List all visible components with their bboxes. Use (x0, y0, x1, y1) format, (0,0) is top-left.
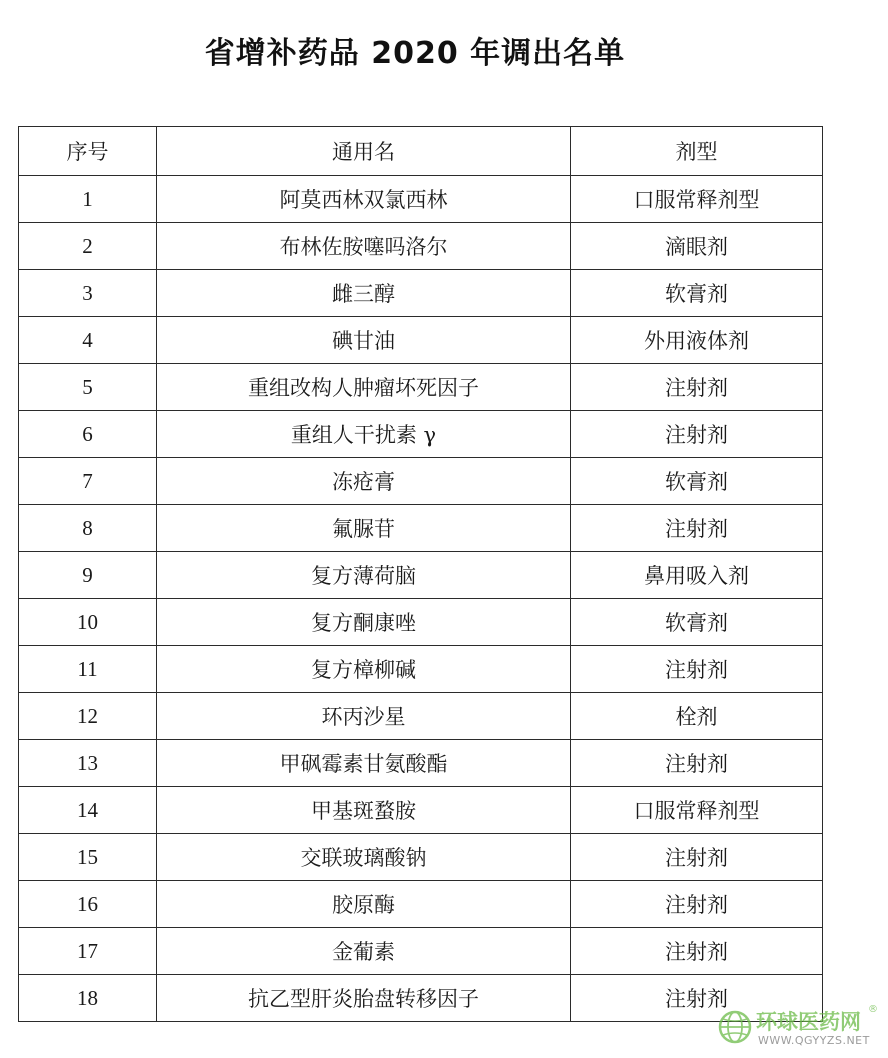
row-generic-name: 布林佐胺噻吗洛尔 (157, 223, 571, 270)
watermark (718, 1004, 882, 1054)
table-row (19, 834, 823, 881)
row-generic-name: 复方樟柳碱 (157, 646, 571, 693)
row-number: 16 (19, 881, 157, 928)
row-generic-name: 重组改构人肿瘤坏死因子 (157, 364, 571, 411)
row-generic-name: 金葡素 (157, 928, 571, 975)
table-row (19, 599, 823, 646)
watermark-url: WWW.QGYYZS.NET (758, 1034, 870, 1047)
table-row (19, 317, 823, 364)
row-generic-name: 重组人干扰素 γ (157, 411, 571, 458)
row-number: 12 (19, 693, 157, 740)
row-dosage-form: 软膏剂 (571, 599, 823, 646)
row-dosage-form: 注射剂 (571, 834, 823, 881)
watermark-brand: 环球医药网 (756, 1010, 861, 1034)
drug-list-table (18, 126, 823, 1022)
table-row (19, 552, 823, 599)
row-generic-name: 胶原酶 (157, 881, 571, 928)
table-row (19, 881, 823, 928)
row-generic-name: 碘甘油 (157, 317, 571, 364)
row-number: 6 (19, 411, 157, 458)
row-dosage-form: 外用液体剂 (571, 317, 823, 364)
row-number: 14 (19, 787, 157, 834)
globe-logo-icon (718, 1010, 752, 1044)
header-dosage-form: 剂型 (571, 127, 823, 176)
row-number: 8 (19, 505, 157, 552)
table-row (19, 411, 823, 458)
row-number: 15 (19, 834, 157, 881)
row-number: 3 (19, 270, 157, 317)
row-dosage-form: 栓剂 (571, 693, 823, 740)
row-dosage-form: 注射剂 (571, 364, 823, 411)
row-number: 17 (19, 928, 157, 975)
row-dosage-form: 注射剂 (571, 505, 823, 552)
row-dosage-form: 鼻用吸入剂 (571, 552, 823, 599)
row-generic-name: 复方酮康唑 (157, 599, 571, 646)
row-number: 13 (19, 740, 157, 787)
table-row (19, 223, 823, 270)
row-dosage-form: 滴眼剂 (571, 223, 823, 270)
row-dosage-form: 注射剂 (571, 975, 823, 1022)
row-dosage-form: 注射剂 (571, 411, 823, 458)
table-header-row (19, 127, 823, 176)
table-row (19, 270, 823, 317)
row-dosage-form: 软膏剂 (571, 458, 823, 505)
row-number: 10 (19, 599, 157, 646)
row-generic-name: 交联玻璃酸钠 (157, 834, 571, 881)
row-number: 5 (19, 364, 157, 411)
row-generic-name: 甲砜霉素甘氨酸酯 (157, 740, 571, 787)
row-dosage-form: 注射剂 (571, 740, 823, 787)
row-number: 1 (19, 176, 157, 223)
row-number: 11 (19, 646, 157, 693)
table-row (19, 364, 823, 411)
document-title: 省增补药品 2020 年调出名单 (204, 36, 626, 71)
row-generic-name: 抗乙型肝炎胎盘转移因子 (157, 975, 571, 1022)
table-row (19, 176, 823, 223)
row-number: 2 (19, 223, 157, 270)
table-row (19, 975, 823, 1022)
row-dosage-form: 口服常释剂型 (571, 787, 823, 834)
row-generic-name: 复方薄荷脑 (157, 552, 571, 599)
table-row (19, 787, 823, 834)
table-row (19, 505, 823, 552)
row-generic-name: 阿莫西林双氯西林 (157, 176, 571, 223)
row-dosage-form: 软膏剂 (571, 270, 823, 317)
row-generic-name: 氟脲苷 (157, 505, 571, 552)
row-number: 9 (19, 552, 157, 599)
table-row (19, 646, 823, 693)
row-number: 18 (19, 975, 157, 1022)
table-row (19, 928, 823, 975)
table-row (19, 740, 823, 787)
row-dosage-form: 注射剂 (571, 881, 823, 928)
row-dosage-form: 注射剂 (571, 928, 823, 975)
row-generic-name: 环丙沙星 (157, 693, 571, 740)
row-dosage-form: 口服常释剂型 (571, 176, 823, 223)
table-row (19, 458, 823, 505)
header-serial-number: 序号 (19, 127, 157, 176)
row-number: 7 (19, 458, 157, 505)
row-number: 4 (19, 317, 157, 364)
row-dosage-form: 注射剂 (571, 646, 823, 693)
row-generic-name: 冻疮膏 (157, 458, 571, 505)
registered-mark: ® (868, 1004, 878, 1015)
header-generic-name: 通用名 (157, 127, 571, 176)
row-generic-name: 雌三醇 (157, 270, 571, 317)
row-generic-name: 甲基斑蝥胺 (157, 787, 571, 834)
table-row (19, 693, 823, 740)
